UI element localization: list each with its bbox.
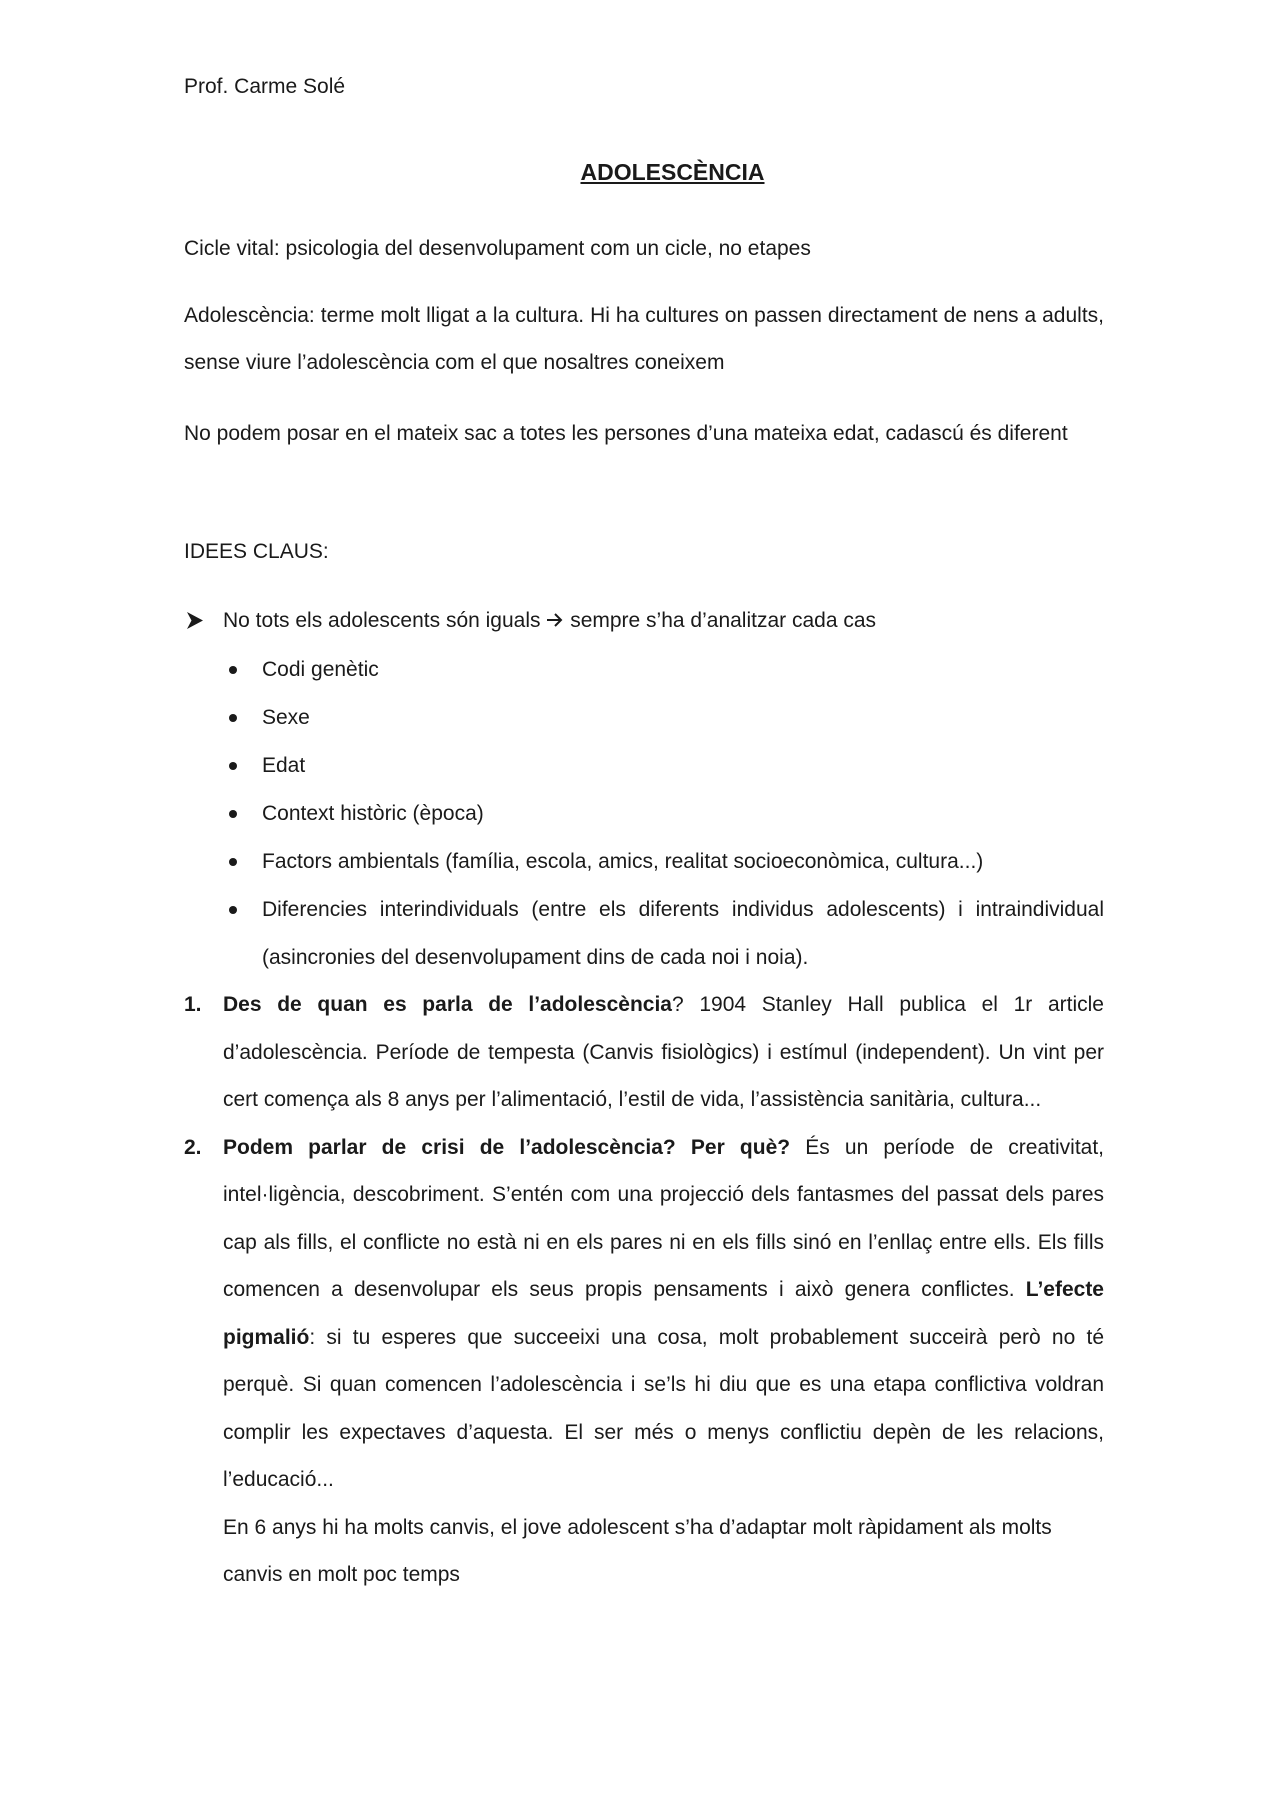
question-text: Des de quan es parla de l’adolescència — [223, 993, 672, 1016]
key-idea-text-before: No tots els adolescents són iguals — [223, 609, 541, 632]
factors-list — [223, 646, 1104, 982]
highlight-term: L’efecte pigmalió — [223, 1278, 1104, 1349]
list-item-text: Codi genètic — [262, 658, 379, 681]
bullet-dot-icon — [229, 906, 237, 914]
list-item — [223, 790, 1104, 838]
bullet-dot-icon — [229, 810, 237, 818]
paragraph-mateix-sac: No podem posar en el mateix sac a totes les persones d’una mateixa edat, cadascú és diferent — [184, 422, 1068, 445]
section-heading-idees-claus: IDEES CLAUS: — [184, 540, 329, 563]
answer-extra-paragraph: En 6 anys hi ha molts canvis, el jove adolescent s’ha d’adaptar molt ràpidament als molts canvis en molt poc temps — [223, 1515, 1052, 1586]
paragraph-cicle-vital: Cicle vital: psicologia del desenvolupament com un cicle, no etapes — [184, 237, 811, 260]
key-idea-text — [223, 597, 876, 645]
questions-list — [184, 981, 1104, 1599]
list-item-text: Context històric (època) — [262, 802, 484, 825]
list-item — [223, 742, 1104, 790]
list-item-text: Diferencies interindividuals (entre els diferents individus adolescents) i intraindividual (asincronies del desenvolupament dins de cada noi i noia). — [262, 898, 1104, 969]
bullet-dot-icon — [229, 666, 237, 674]
list-item — [223, 694, 1104, 742]
list-item-text: Factors ambientals (família, escola, amics, realitat socioeconòmica, cultura...) — [262, 850, 984, 873]
list-item — [223, 838, 1104, 886]
question-number: 2. — [184, 1135, 202, 1159]
key-idea-text-after: sempre s’ha d’analitzar cada cas — [570, 609, 877, 632]
answer-text: ? 1904 Stanley Hall publica el 1r article d’adolescència. Període de tempesta (Canvis fisiològics) i estímul (independent). Un vint per cert comença als 8 anys per l’alimentació, l’estil de vida, l’assistència sanitària, cultura... — [223, 993, 1104, 1111]
bullet-dot-icon — [229, 858, 237, 866]
question-number: 1. — [184, 993, 202, 1016]
list-item — [223, 886, 1104, 982]
answer-text-continued: : si tu esperes que succeeixi una cosa, molt probablement succeirà però no té perquè. Si quan comencen l’adolescència i se’ls hi diu que es una etapa conflictiva voldran complir les expectaves d’aquesta. El ser més o menys conflictiu depèn de les relacions, l’educació... — [223, 1325, 1104, 1491]
list-item-text: Sexe — [262, 706, 310, 729]
question-text: Podem parlar de crisi de l’adolescència? Per què? — [223, 1135, 791, 1159]
list-item-text: Edat — [262, 754, 306, 777]
document-title: ADOLESCÈNCIA — [580, 159, 765, 185]
author-header: Prof. Carme Solé — [184, 75, 346, 98]
question-item — [184, 1124, 1104, 1599]
bullet-dot-icon — [229, 714, 237, 722]
question-item — [184, 981, 1104, 1124]
list-item — [223, 646, 1104, 694]
paragraph-adolescencia-cultura: Adolescència: terme molt lligat a la cultura. Hi ha cultures on passen directament de nens a adults, sense viure l’adolescència com el que nosaltres coneixem — [184, 304, 1104, 374]
answer-text: És un període de creativitat, intel·ligència, descobriment. S’entén com una projecció dels fantasmes del passat dels pares cap als fills, el conflicte no està ni en els pares ni en els fills sinó en l’enllaç entre ells. Els fills comencen a desenvolupar els seus propis pensaments i això genera conflictes. — [223, 1135, 1105, 1301]
arrowhead-bullet-icon — [184, 597, 214, 644]
right-arrow-icon — [546, 598, 564, 645]
bullet-dot-icon — [229, 762, 237, 770]
